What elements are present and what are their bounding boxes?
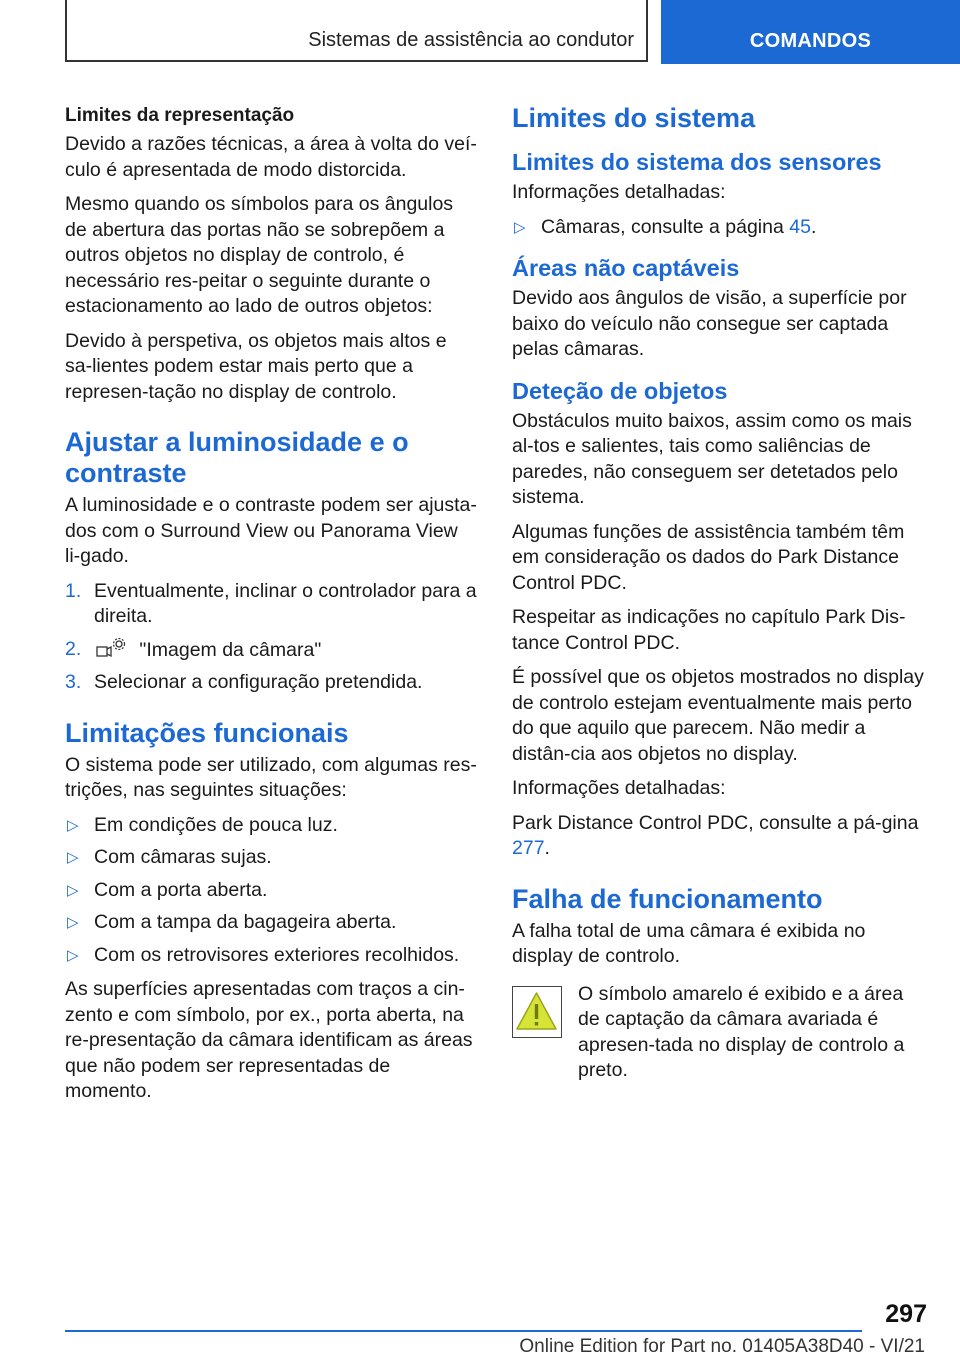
page-link-277[interactable]: 277: [512, 837, 545, 859]
warning-triangle-icon: [512, 986, 562, 1038]
page-number: 297: [885, 1300, 927, 1328]
paragraph: Informações detalhadas:: [512, 181, 726, 203]
paragraph: Informações detalhadas:: [512, 777, 726, 799]
step-item: [65, 579, 477, 630]
section-title: Sistemas de assistência ao condutor: [308, 29, 634, 51]
heading-malfunction: Falha de funcionamento: [512, 883, 823, 914]
edition-note: Online Edition for Part no. 01405A38D40 - VI/21: [519, 1336, 925, 1357]
list-item: [65, 813, 477, 839]
subheading-representation-limits: Limites da representação: [65, 105, 295, 126]
list-item: [65, 943, 477, 969]
paragraph: É possível que os objetos mostrados no display de controlo estejam eventualmente mais perto do que aquilo que parecem. Não medir a distân-cia aos objetos no display.: [512, 666, 924, 765]
bullet-triangle-icon: ▷: [67, 946, 79, 964]
step-item: [65, 670, 477, 696]
list-item-text: Com a tampa da bagageira aberta.: [94, 911, 397, 933]
warning-text: O símbolo amarelo é exibido e a área de captação da câmara avariada é apresen-tada no display de controlo a preto.: [578, 982, 905, 1081]
steps-list: [65, 579, 477, 696]
bullet-triangle-icon: ▷: [67, 914, 79, 931]
step-text: Eventualmente, inclinar o controlador para a direita.: [94, 579, 477, 627]
punctuation: .: [544, 837, 550, 859]
paragraph-text: Park Distance Control PDC, consulte a pá-gina: [512, 811, 919, 834]
step-text: "Imagem da câmara": [139, 638, 322, 661]
bullet-triangle-icon: ▷: [67, 881, 79, 899]
bullet-triangle-icon: ▷: [67, 849, 79, 866]
heading-uncapturable-areas: Áreas não captáveis: [512, 255, 740, 281]
step-text: Selecionar a configuração pretendida.: [94, 671, 423, 693]
paragraph: Obstáculos muito baixos, assim como os mais al-tos e salientes, tais como saliências de paredes, não conseguem ser detetados pelo sistema.: [512, 409, 912, 508]
step-item: [65, 637, 477, 664]
paragraph: O sistema pode ser utilizado, com algumas res-trições, nas seguintes situações:: [65, 753, 477, 801]
paragraph: As superfícies apresentadas com traços a cin-zento e com símbolo, por ex., porta aberta, na re-presentação da câmara identificam as áreas que não podem ser representadas de momento.: [65, 978, 473, 1102]
list-item: [65, 910, 477, 936]
list-item-text: Câmaras, consulte a página: [541, 215, 790, 238]
camera-settings-icon: [94, 637, 130, 659]
paragraph: Mesmo quando os símbolos para os ângulos de abertura das portas não se sobrepõem a outros objetos no display de controlo, é necessário res-peitar o seguinte durante o estacionamento ao lado de outros objetos:: [65, 193, 454, 317]
page-link-45[interactable]: 45: [789, 215, 811, 238]
step-number: 3.: [65, 671, 82, 693]
bullet-triangle-icon: ▷: [514, 218, 526, 236]
section-title-box: [65, 0, 648, 62]
list-item-text: Em condições de pouca luz.: [94, 813, 338, 836]
list-item: [65, 845, 477, 871]
bullet-triangle-icon: ▷: [67, 816, 79, 834]
heading-sensor-limits: Limites do sistema dos sensores: [512, 149, 882, 175]
heading-functional-limits: Limitações funcionais: [65, 717, 349, 748]
paragraph: Algumas funções de assistência também têm em consideração os dados do Park Distance Control PDC.: [512, 520, 905, 594]
list-item-text: Com a porta aberta.: [94, 878, 268, 901]
list-item: [65, 878, 477, 904]
limits-list: [65, 813, 477, 969]
chapter-tab[interactable]: [661, 0, 960, 64]
punctuation: .: [810, 215, 817, 238]
list-item-text: Com os retrovisores exteriores recolhidos.: [94, 943, 460, 966]
sensor-list: [512, 215, 924, 241]
list-item: [512, 215, 924, 241]
paragraph: Devido à perspetiva, os objetos mais altos e sa-lientes podem estar mais perto que a represen-tação no display de controlo.: [65, 329, 447, 403]
heading-system-limits: Limites do sistema: [512, 103, 756, 133]
chapter-tab-label: COMANDOS: [749, 30, 872, 52]
heading-object-detection: Deteção de objetos: [512, 377, 728, 404]
right-column: [512, 103, 924, 1093]
heading-brightness-contrast: Ajustar a luminosidade e o contraste: [65, 427, 409, 488]
paragraph: [512, 811, 924, 862]
step-number: 2.: [65, 637, 82, 660]
paragraph: Respeitar as indicações no capítulo Park Dis-tance Control PDC.: [512, 606, 906, 654]
list-item-text: Com câmaras sujas.: [94, 846, 272, 868]
page-header: [0, 0, 960, 64]
footer-divider: [65, 1330, 862, 1332]
paragraph: A luminosidade e o contraste podem ser ajusta-dos com o Surround View ou Panorama View li-gado.: [65, 494, 477, 567]
paragraph: A falha total de uma câmara é exibida no display de controlo.: [512, 919, 866, 967]
step-number: 1.: [65, 579, 82, 602]
paragraph: Devido a razões técnicas, a área à volta do veí-culo é apresentada de modo distorcida.: [65, 133, 477, 181]
paragraph: Devido aos ângulos de visão, a superfície por baixo do veículo não consegue ser captada pelas câmaras.: [512, 287, 907, 360]
left-column: [65, 103, 477, 1114]
warning-note: [512, 982, 924, 1084]
